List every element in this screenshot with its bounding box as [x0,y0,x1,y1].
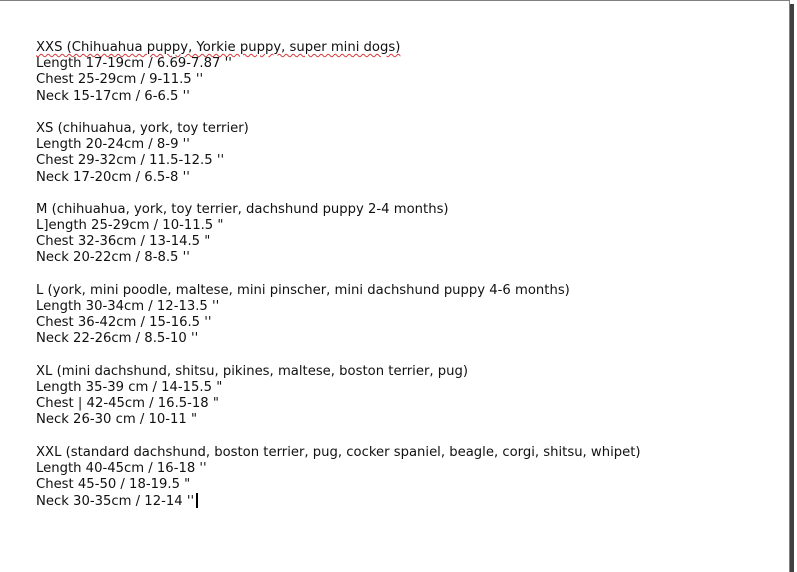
size-heading-xl: XL (mini dachshund, shitsu, pikines, maltese, boston terrier, pug) [36,363,469,379]
size-heading-xxs [36,40,776,56]
length-line: L]ength 25-29cm / 10-11.5 " [36,218,224,234]
page-shadow [790,4,794,572]
neck-line-with-cursor [36,493,776,509]
size-section-m [36,202,776,267]
size-section-l [36,283,776,348]
size-heading-xxl: XXL (standard dachshund, boston terrier, pug, cocker spaniel, beagle, corgi, shitsu, whipet) [36,444,641,460]
size-section-xxs [36,40,776,105]
neck-line: Neck 30-35cm / 12-14 '' [36,494,195,510]
size-heading-l: L (york, mini poodle, maltese, mini pinscher, mini dachshund puppy 4-6 months) [36,282,570,298]
chest-line: Chest 45-50 / 18-19.5 " [36,477,191,493]
length-line: Length 35-39 cm / 14-15.5 " [36,379,223,395]
length-line: Length 17-19cm / 6.69-7.87 '' [36,56,232,72]
neck-line: Neck 20-22cm / 8-8.5 '' [36,250,190,266]
chest-line: Chest 36-42cm / 15-16.5 '' [36,315,212,331]
size-section-xl [36,364,776,429]
size-heading-xxs-squiggle: XXS (Chihuahua puppy, Yorkie puppy, super mini dogs) [36,40,401,55]
chest-line: Chest 32-36cm / 13-14.5 " [36,234,211,250]
chest-line: Chest 25-29cm / 9-11.5 '' [36,72,204,88]
neck-line: Neck 22-26cm / 8.5-10 '' [36,331,199,347]
length-line: Length 40-45cm / 16-18 '' [36,460,207,476]
size-heading-m: M (chihuahua, york, toy terrier, dachshund puppy 2-4 months) [36,201,449,217]
length-line: Length 30-34cm / 12-13.5 '' [36,299,220,314]
size-heading-xs: XS (chihuahua, york, toy terrier) [36,120,249,136]
size-section-xxl [36,445,776,510]
neck-line: Neck 17-20cm / 6.5-8 '' [36,169,190,185]
document-body[interactable] [36,40,776,526]
neck-line: Neck 26-30 cm / 10-11 " [36,412,198,428]
text-cursor [196,493,198,508]
chest-line: Chest | 42-45cm / 16.5-18 " [36,396,219,412]
chest-line: Chest 29-32cm / 11.5-12.5 '' [36,153,225,169]
size-section-xs [36,121,776,186]
length-line: Length 20-24cm / 8-9 '' [36,137,190,153]
neck-line: Neck 15-17cm / 6-6.5 '' [36,88,190,104]
